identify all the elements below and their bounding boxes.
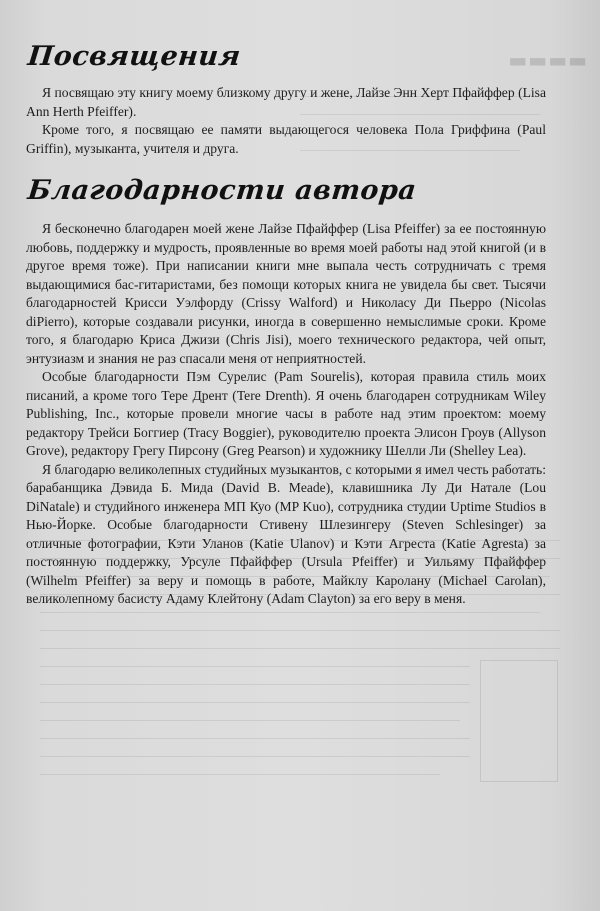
bleed-heading-shadow: ▬▬▬▬ <box>508 48 588 72</box>
dedication-paragraph: Кроме того, я посвящаю ее памяти выдающегося человека Пола Гриффина (Paul Griffin), музыканта, учителя и друга. <box>26 122 546 156</box>
dedication-paragraph: Я посвящаю эту книгу моему близкому другу и жене, Лайзе Энн Херт Пфайффер (Lisa Ann Herth Pfeiffer). <box>26 85 546 119</box>
acknowledgments-paragraph: Я благодарю великолепных студийных музыкантов, с которыми я имел честь работать: барабанщика Дэвида Б. Мида (David B. Meade), клавишника Лу Ди Натале (Lou DiNatale) и студийного инженера МП Куо (MP Kuo), сотрудника студии Uptime Studios в Нью-Йорке. Особые благодарности Стивену Шлезингеру (Steven Schlesinger) за отличные фотографии, Кэти Уланов (Katie Ulanov) и Кэти Агреста (Katie Agresta) за постоянную поддержку, Урсуле Пфайффер (Ursula Pfeiffer) и Уильяму Пфайффер (Wilhelm Pfeiffer) за веру и помощь в работе, Майклу Каролану (Michael Carolan), великолепному басисту Адаму Клейтону (Adam Clayton) за его веру в меня. <box>26 461 546 606</box>
acknowledgments-section <box>26 174 546 609</box>
dedication-heading: Посвящения <box>26 41 243 72</box>
bleed-box-shadow <box>480 660 558 782</box>
acknowledgments-paragraph: Особые благодарности Пэм Сурелис (Pam Sourelis), которая правила стиль моих писаний, а кроме того Тере Дрент (Tere Drenth). Я очень благодарен сотрудникам Wiley Publishing, Inc., которые провели многие часы в работе над этим проектом: моему редактору Трейси Боггиер (Tracy Boggier), руководителю проекта Элисон Гроув (Allyson Grove), редактору Грегу Пирсону (Greg Pearson) и художнику Шелли Ли (Shelley Lea). <box>26 369 546 458</box>
acknowledgments-heading: Благодарности автора <box>26 175 419 206</box>
acknowledgments-paragraph: Я бесконечно благодарен моей жене Лайзе Пфайффер (Lisa Pfeiffer) за ее постоянную любовь, поддержку и мудрость, проявленные во время моей работы над этой книгой (и в другое время тоже). При написании книги мне выпала честь сотрудничать с тремя выдающимися бас-гитаристами, без помощи которых книга не увидела бы свет. Тысячи благодарностей Крисси Уэлфорду (Crissy Walford) и Николасу Ди Пьерро (Nicolas diPierro), которые создавали рисунки, иногда в совершенно немыслимые сроки. Кроме того, я благодарю Криса Джизи (Chris Jisi), моего технического редактора, чей опыт, энтузиазм и знания не раз спасали меня от неприятностей. <box>26 221 546 366</box>
page-content <box>26 40 546 609</box>
dedication-section <box>26 40 546 158</box>
